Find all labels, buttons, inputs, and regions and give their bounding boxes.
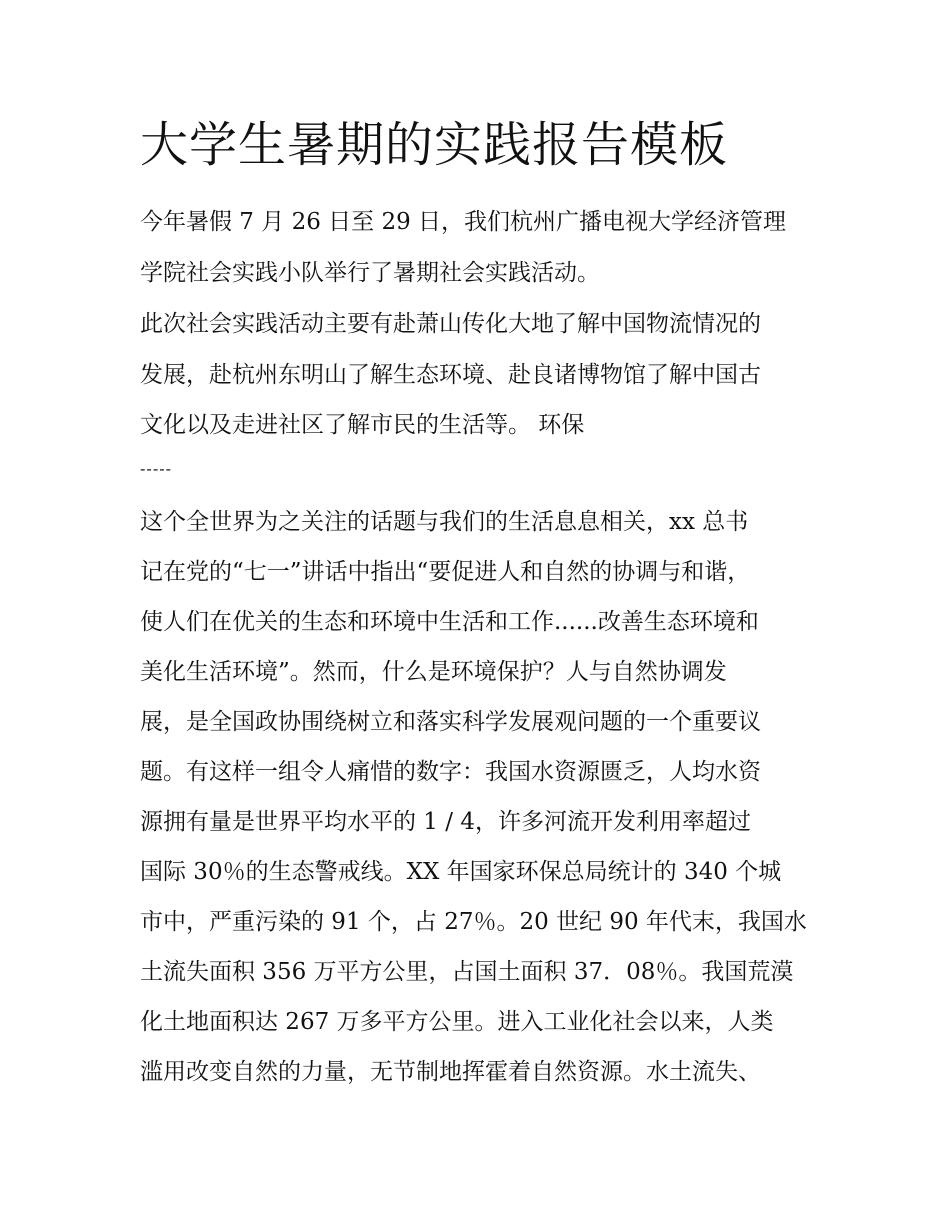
- paragraph-3-line-4: 美化生活环境”。然而，什么是环境保护？人与自然协调发: [140, 659, 727, 685]
- paragraph-3-line-5: 展，是全国政协围绕树立和落实科学发展观问题的一个重要议: [140, 709, 761, 735]
- paragraph-3-line-12: 滥用改变自然的力量，无节制地挥霍着自然资源。水土流失、: [140, 1059, 761, 1085]
- paragraph-1-line-2: 学院社会实践小队举行了暑期社会实践活动。: [140, 260, 600, 286]
- paragraph-3-line-3: 使人们在优关的生态和环境中生活和工作......改善生态环境和: [140, 609, 759, 635]
- paragraph-3-line-11: 化土地面积达 267 万多平方公里。进入工业化社会以来，人类: [140, 1009, 774, 1035]
- paragraph-3-line-9: 市中，严重污染的 91 个，占 27％。20 世纪 90 年代末，我国水: [140, 909, 807, 935]
- paragraph-3-line-8: 国际 30％的生态警戒线。XX 年国家环保总局统计的 340 个城: [140, 859, 782, 885]
- paragraph-3-line-7: 源拥有量是世界平均水平的 1 / 4，许多河流开发利用率超过: [140, 809, 751, 835]
- paragraph-3-line-10: 土流失面积 356 万平方公里，占国土面积 37．08％。我国荒漠: [140, 959, 794, 985]
- paragraph-3-line-1: 这个全世界为之关注的话题与我们的生活息息相关，xx 总书: [140, 509, 749, 535]
- paragraph-3-line-6: 题。有这样一组令人痛惜的数字：我国水资源匮乏，人均水资: [140, 759, 761, 785]
- document-title: 大学生暑期的实践报告模板: [140, 117, 729, 173]
- paragraph-2-line-2: 发展，赴杭州东明山了解生态环境、赴良诸博物馆了解中国古: [140, 362, 761, 388]
- section-divider: -----: [140, 459, 173, 478]
- paragraph-3-line-2: 记在党的“七一”讲话中指出“要促进人和自然的协调与和谐，: [140, 559, 751, 585]
- paragraph-2-line-3: 文化以及走进社区了解市民的生活等。 环保: [140, 412, 585, 438]
- paragraph-2-line-1: 此次社会实践活动主要有赴萧山传化大地了解中国物流情况的: [140, 311, 761, 337]
- paragraph-1-line-1: 今年暑假 7 月 26 日至 29 日，我们杭州广播电视大学经济管理: [140, 209, 787, 235]
